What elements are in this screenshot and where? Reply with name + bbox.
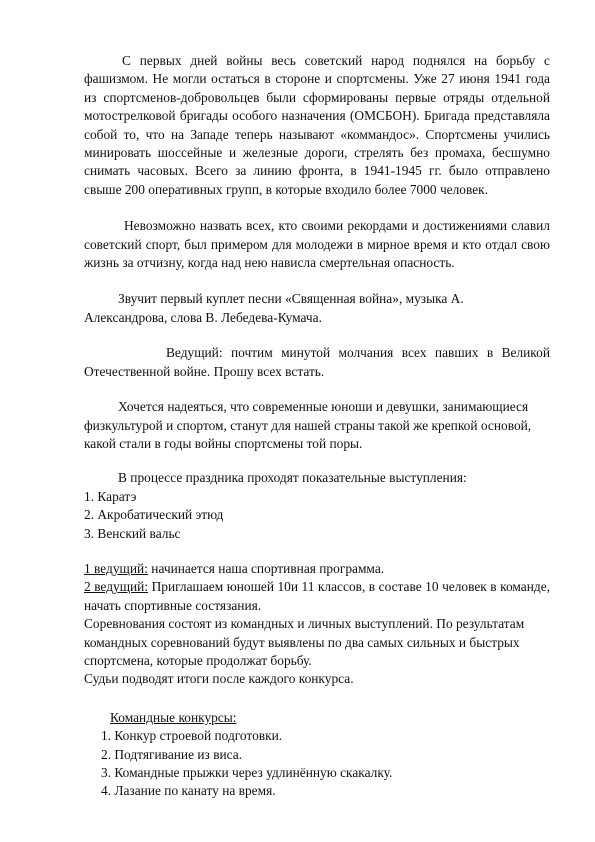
list-item: 4. Лазание по канату на время.	[101, 783, 276, 799]
host1-label: 1 ведущий:	[84, 560, 148, 576]
performances-list	[84, 488, 550, 543]
paragraph-performances-intro: В процессе праздника проходят показательные выступления:	[118, 470, 467, 486]
paragraph-omsbon: С первых дней войны весь советский народ поднялся на борьбу с фашизмом. Не могли остаться в стороне и спортсмены. Уже 27 июня 1941 года из спортсменов-добровольцев были сформированы первые отряды отдельной мотострелковой бригады особого назначения (ОМСБОН). Бригада представляла собой то, что на Западе теперь называют «коммандос». Спортсмены учились минировать шоссейные и железные дороги, стрелять без промаха, бесшумно снимать часовых. Всего за линию фронта, в 1941-1945 гг. было отправлено свыше 200 оперативных групп, в которые входило более 7000 человек.	[84, 53, 550, 197]
paragraph-judges: Судьи подводят итоги после каждого конкурса.	[84, 671, 354, 687]
list-item: 3. Командные прыжки через удлинённую скакалку.	[101, 765, 393, 780]
list-item: 2. Подтягивание из виса.	[101, 746, 243, 762]
team-contests-title: Командные конкурсы:	[110, 709, 237, 725]
list-item: 2. Акробатический этюд	[84, 507, 224, 523]
list-item: 1. Конкур строевой подготовки.	[101, 728, 283, 744]
list-item: 1. Каратэ	[84, 488, 137, 504]
paragraph-hope: Хочется надеяться, что современные юноши и девушки, занимающиеся физкультурой и спортом, станут для нашей страны такой же крепкой основой, какой стали в годы войны спортсмены той поры.	[84, 399, 532, 451]
host1-line	[84, 560, 550, 578]
paragraph-rules: Соревнования состоят из командных и личных выступлений. По результатам командных соревнований будут выявлены по два самых сильных и быстрых спортсмена, которые продолжат борьбу.	[84, 616, 525, 668]
team-contests-list	[101, 727, 550, 801]
host2-text: Приглашаем юношей 10и 11 классов, в составе 10 человек в команде, начать спортивные состязания.	[84, 579, 550, 613]
paragraph-sport-heroes: Невозможно назвать всех, кто своими рекордами и достижениями славил советский спорт, был примером для молодежи в мирное время и кто отдал свою жизнь за отчизну, когда над нею нависла смертельная опасность.	[84, 218, 550, 271]
host1-text: начинается наша спортивная программа.	[147, 560, 385, 576]
host2-line	[84, 578, 550, 615]
paragraph-song: Звучит первый куплет песни «Священная война», музыка А. Александрова, слова В. Лебедева-Кумача.	[84, 291, 464, 325]
list-item: 3. Венский вальс	[84, 525, 181, 541]
document-body	[84, 52, 550, 801]
paragraph-minute-silence: Ведущий: почтим минутой молчания всех павших в Великой Отечественной войне. Прошу всех встать.	[84, 345, 550, 379]
host2-label: 2 ведущий:	[84, 579, 149, 595]
